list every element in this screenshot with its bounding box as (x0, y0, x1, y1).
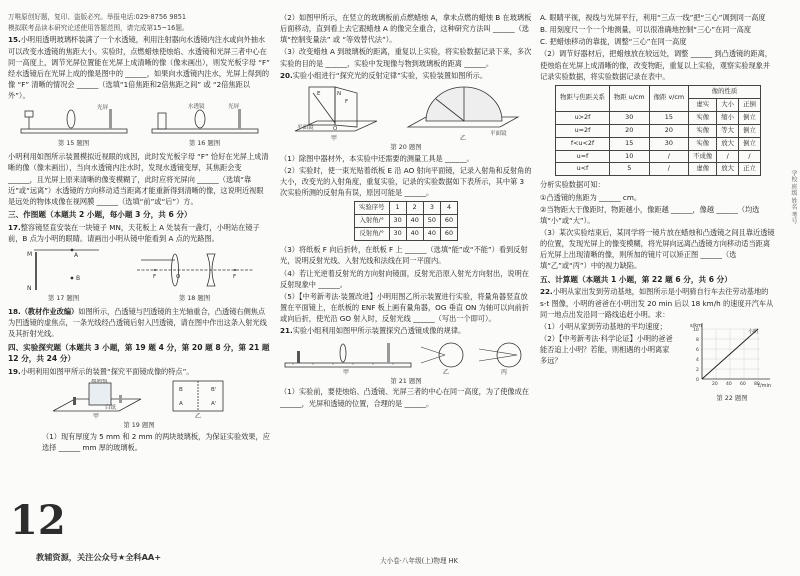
q21-sub2: （2）调节好器材后，把蜡烛放在较远处，调整 ______ 到凸透镜的距离，使烛焰在光屏上成清晰的像，改变物距，重复以上实验，观察实验现象并记录实验数据，将实验数据记录在表中。 (540, 49, 772, 81)
q21-analysis-1: ①凸透镜的焦距为 ______ cm。 (540, 192, 642, 202)
q20-sub3: （3）将纸板 F 向后折转，在纸板 F 上 ______（选填“能”或“不能”）看到反射光，说明反射光线、入射光线和法线在同一平面内。 (280, 245, 528, 266)
footer-book-title: 大小卷·八年级(上)物理 HK (380, 557, 458, 565)
lens-data-table (555, 85, 761, 176)
mirror-diagram-17 (24, 246, 104, 294)
q19-sub1: （1）现有厚度为 5 mm 和 2 mm 的两块玻璃板，为保证实验效果，应选择 ______ mm 厚的玻璃板。 (42, 432, 270, 453)
label-mirror-yi: 平面镜 (489, 130, 507, 137)
header-line-1: 万唯原创好题，复印、盗版必究。举报电话:029-8756 9851 (8, 13, 187, 21)
figure-19 (8, 379, 270, 419)
optical-bench-16-diagram (150, 103, 260, 139)
table-row: u=2f 20 20 实像 等大 倒立 (556, 124, 761, 137)
optical-bench-21-diagram (283, 339, 413, 375)
reflection-setup-yi (404, 83, 522, 141)
figure-17 (24, 246, 104, 304)
label-jia-20: 甲 (330, 134, 337, 141)
table-subheader-row: 虚实 大小 正倒 (556, 98, 761, 111)
svg-text:B': B' (211, 387, 217, 394)
label-m: M (26, 251, 32, 259)
question-17: 17.整容镜竖直安装在一块镜子 MN，天花板上 A 处装有一盏灯，小明站在镜子前，B 点为小明的眼睛。请画出小明从镜中能看到 A 点的光路图。 (8, 222, 260, 243)
svg-text:60: 60 (740, 381, 746, 387)
eye-diagram-bing (477, 339, 529, 375)
label-mirror-jia: 平面镜 (296, 124, 314, 131)
q20-sub2: （2）实验时，使一束光贴着纸板 E 沿 AO 射向平面镜，记录入射角和反射角的大小，改变光的入射角度，重复实验，记录的实验数据如下表所示，其中第 3 次实验所测的反射角有误，原因可能是 ______。 (280, 166, 532, 198)
svg-text:4: 4 (696, 357, 699, 363)
label-n: N (26, 285, 31, 293)
table-header-row: 物距与焦距关系 物距 u/cm 像距 v/cm 像的性质 (556, 85, 761, 98)
question-21: 21.实验小组利用如图甲所示装置探究凸透镜成像的规律。 (280, 326, 466, 336)
right-column (540, 12, 776, 404)
plane-mirror-setup-diagram (49, 379, 145, 419)
graph-legend: 小明 (748, 328, 759, 335)
svg-text:80: 80 (754, 381, 760, 387)
label-white-paper: 白纸 (105, 405, 117, 412)
figure-16-caption: 第 16 题图 (188, 139, 221, 148)
svg-text:0: 0 (696, 377, 699, 383)
label-f-left: F (152, 274, 156, 281)
q22-body (540, 321, 776, 404)
section-3-title: 三、作图题（本题共 2 小题，每小题 3 分，共 6 分） (8, 210, 192, 220)
figure-21 (280, 339, 532, 375)
q19-sub3: （3）改变蜡烛 A 到玻璃板的距离，重复以上实验，将实验数据记录下来，多次实验的目的是 ______，实验中发现像与物到玻璃板的距离 ______。 (280, 47, 532, 68)
question-16: 小明利用如图所示装置模拟近视眼的成因，此时发光板字母 “F” 恰好在光屏上成清晰的像（像未画出），当向水透镜内注水时，发现水透镜变厚，其焦距会变 ______，且光屏上原来清晰的像变模糊了，此时应将光屏向 ______（选填“靠近”或“远离”）水透镜的方向移动适当距离才能重新得到清晰的像，这说明近视眼是远处的物体成像在视网膜 ______（选填“前”或“后”）方。 (8, 152, 269, 206)
table-row: f<u<2f 15 30 实像 放大 倒立 (556, 137, 761, 150)
q21-analysis: 分析实验数据可知： (540, 180, 605, 190)
svg-text:B: B (179, 387, 183, 394)
table-row: u<f 5 / 虚像 放大 正立 (556, 163, 761, 176)
table-row: 入射角/° 30 40 50 60 (354, 215, 457, 228)
q21-sub3: （3）某次实验结束后，某同学将一镜片放在蜡烛和凸透镜之间且靠近透镜的位置，发现光屏上的像变模糊，将光屏向远离凸透镜方向移动适当距离后光屏上出现清晰的像，则所加的镜片可以矫正图 ______（选填“乙”或“丙”）中的视力缺陷。 (540, 228, 775, 271)
figure-20-caption: 第 20 题图 (390, 142, 422, 151)
figure-20 (280, 83, 532, 141)
label-jia-19: 甲 (93, 413, 100, 420)
graph-ylabel: s/km (690, 322, 703, 329)
figure-22 (688, 321, 776, 404)
label-f-20: F (344, 98, 348, 105)
table-row: u>2f 30 15 实像 缩小 倒立 (556, 111, 761, 124)
figures-15-16 (8, 103, 270, 149)
q21-option-a: A. 眼睛平视，视线与光屏平行，利用“三点一线”把“三心”调到同一高度 (540, 13, 766, 22)
label-a: A (73, 252, 78, 260)
lens-diagram-18 (135, 246, 255, 294)
svg-text:20: 20 (712, 381, 718, 387)
figure-21-caption: 第 21 题图 (390, 376, 422, 385)
q21-option-b: B. 用刻度尺一个一个地测量，可以很准确地控制“三心”在同一高度 (540, 25, 752, 35)
figure-18-caption: 第 18 题图 (178, 294, 211, 303)
label-jia-21: 甲 (343, 368, 350, 375)
q22-subquestions (540, 321, 676, 368)
svg-text:10: 10 (693, 327, 699, 333)
header-line-2: 模拟联考品读本研究论述使用答题范围，请完成第15~16题。 (8, 24, 189, 33)
question-22: 22.小明从家出发到劳动基地，如图所示是小明骑自行车去往劳动基地的 s-t 图像，小明的爸爸在小明出发 20 min 后以 18 km/h 的速度开汽车从同一地点出发沿同一路线追赶小明。求： (540, 287, 774, 319)
q15-number: 15. (8, 35, 21, 45)
q20-sub4: （4）若让光逆着反射光的方向射向镜面，反射光沿原入射光方向射出，说明在反射现象中 ______。 (280, 268, 529, 289)
svg-text:8: 8 (696, 337, 699, 343)
optical-bench-15-diagram (19, 103, 129, 139)
label-f-right: F (232, 274, 236, 281)
q20-sub5: （5）【中考新考法·装置改进】小明用图乙所示装置进行实验，将量角器竖直放置在平面镜上，在纸板的 ENF 板上画有量角器，OG 垂直 ON 为轴可以向前折或向后折，使光沿 GO 射入时，反射光线 ______（写出一个即可）。 (280, 291, 529, 324)
f15-label-screen: 光屏 (96, 105, 108, 112)
q22-sub1: （1）小明从家到劳动基地的平均速度； (540, 321, 667, 331)
section-5-title: 五、计算题（本题共 1 小题，第 22 题 6 分，共 6 分） (540, 274, 732, 284)
graph-xlabel: t/min (758, 382, 772, 389)
q19-sub2: （2）如图甲所示，在竖立的玻璃板前点燃蜡烛 A，拿未点燃的蜡烛 B 在玻璃板后面移动，直到看上去它跟蜡烛 A 的像完全重合，这种研究方法叫 ______（选填“控制变量法” 或 “等效替代法”）。 (280, 13, 532, 45)
table-row: u=f 10 / 不成像 / / (556, 150, 761, 163)
f16-label-water-lens: 水透镜 (187, 104, 205, 111)
label-glass-plate: 玻璃板 (91, 379, 108, 385)
label-o: O (175, 274, 180, 281)
q21-sub1: （1）实验前，要使烛焰、凸透镜、光屏三者的中心在同一高度，为了使像成在 ______，光屏和透镜的位置，合理的是 ______。 (280, 387, 529, 408)
question-18: 18.（教材作业改编）如图所示，凸透镜与凹透镜的主光轴重合，凸透镜右侧焦点为凹透镜的虚焦点，一条光线经凸透镜后射入凹透镜，请在图中作出这条入射光线及其折射光线。 (8, 307, 267, 339)
label-yi-21: 乙 (443, 368, 450, 375)
label-e: E (316, 90, 320, 97)
footer-left-text: 教辅资源，关注公众号★全科AA+ (36, 552, 162, 562)
table-header-row: 实验序号 1 2 3 4 (354, 202, 457, 215)
svg-text:6: 6 (696, 347, 699, 353)
table-row: 反射角/° 30 40 40 60 (354, 228, 457, 241)
question-15 (8, 34, 270, 101)
q15-text: 小明用透明玻璃杯装满了一个水透镜，利用注射器向水透镜内注水或向外抽水可以改变水透镜的焦距大小。实验时，点燃蜡烛使烛焰、水透镜和光屏三者中心在同一高度上，调节光屏位置能在光屏上成清晰的像（像未画出），则发光板字母 “F” 经水透镜后在光屏上成的像是图中的 ______，如果向水透镜内注水，光屏上得到的像 “F” 清晰的情况会 ______（选填“1倍焦距和2倍焦距之间” 或 “2倍焦距以外”）。 (8, 35, 270, 101)
q21-option-c: C. 把蜡烛移动的靠拢，调整“三心”在同一高度 (540, 37, 687, 47)
section-4-title: 四、实验探究题（本题共 3 小题，第 19 题 4 分，第 20 题 8 分，第 21 题 12 分，共 24 分） (8, 342, 270, 364)
f16-label-screen: 光屏 (227, 104, 239, 111)
side-margin-label: 学校 班级 姓名 考号 (790, 170, 797, 224)
label-o-20: O (332, 125, 337, 132)
svg-text:2: 2 (696, 367, 699, 373)
q20-sub1: （1）除图中器材外，本实验中还需要的测量工具是 ______。 (280, 153, 474, 163)
label-b: B (75, 275, 80, 283)
reflection-setup-jia (291, 83, 383, 141)
figure-15-caption: 第 15 题图 (57, 139, 90, 148)
svg-text:A: A (179, 401, 183, 408)
question-19: 19.小明利用如图甲所示的装置“探究平面镜成像的特点”。 (8, 367, 194, 377)
s-t-graph (688, 321, 776, 391)
figure-22-caption: 第 22 题图 (716, 394, 748, 403)
left-column (8, 12, 270, 454)
figure-19-caption: 第 19 题图 (123, 421, 155, 430)
figure-15 (19, 103, 129, 149)
figure-17-caption: 第 17 题图 (47, 294, 80, 303)
figure-16 (150, 103, 260, 149)
svg-text:40: 40 (726, 381, 732, 387)
page-number: 12 (10, 497, 66, 544)
figure-18 (135, 246, 255, 304)
q21-analysis-2: ②当物距大于像距时，物距越小，像距越 ______，像越 ______（均选填“小”或“大”）。 (540, 204, 760, 225)
image-points-diagram (169, 379, 229, 419)
question-20: 20.实验小组进行“探究光的反射定律”实验，实验装置如图所示。 (280, 70, 488, 80)
label-bing-21: 丙 (501, 368, 508, 375)
svg-text:A': A' (211, 401, 217, 408)
q22-sub2: （2）【中考新考法·科学论证】小明的爸爸能否追上小明？若能，则相遇的小明离家多远？ (540, 334, 673, 366)
eye-diagram-yi (419, 339, 471, 375)
label-yi-19: 乙 (195, 413, 202, 420)
reflection-data-table (354, 201, 458, 241)
label-yi-20: 乙 (459, 134, 466, 141)
figures-17-18 (8, 246, 270, 304)
middle-column (280, 12, 532, 410)
label-n-20: N (336, 90, 341, 97)
